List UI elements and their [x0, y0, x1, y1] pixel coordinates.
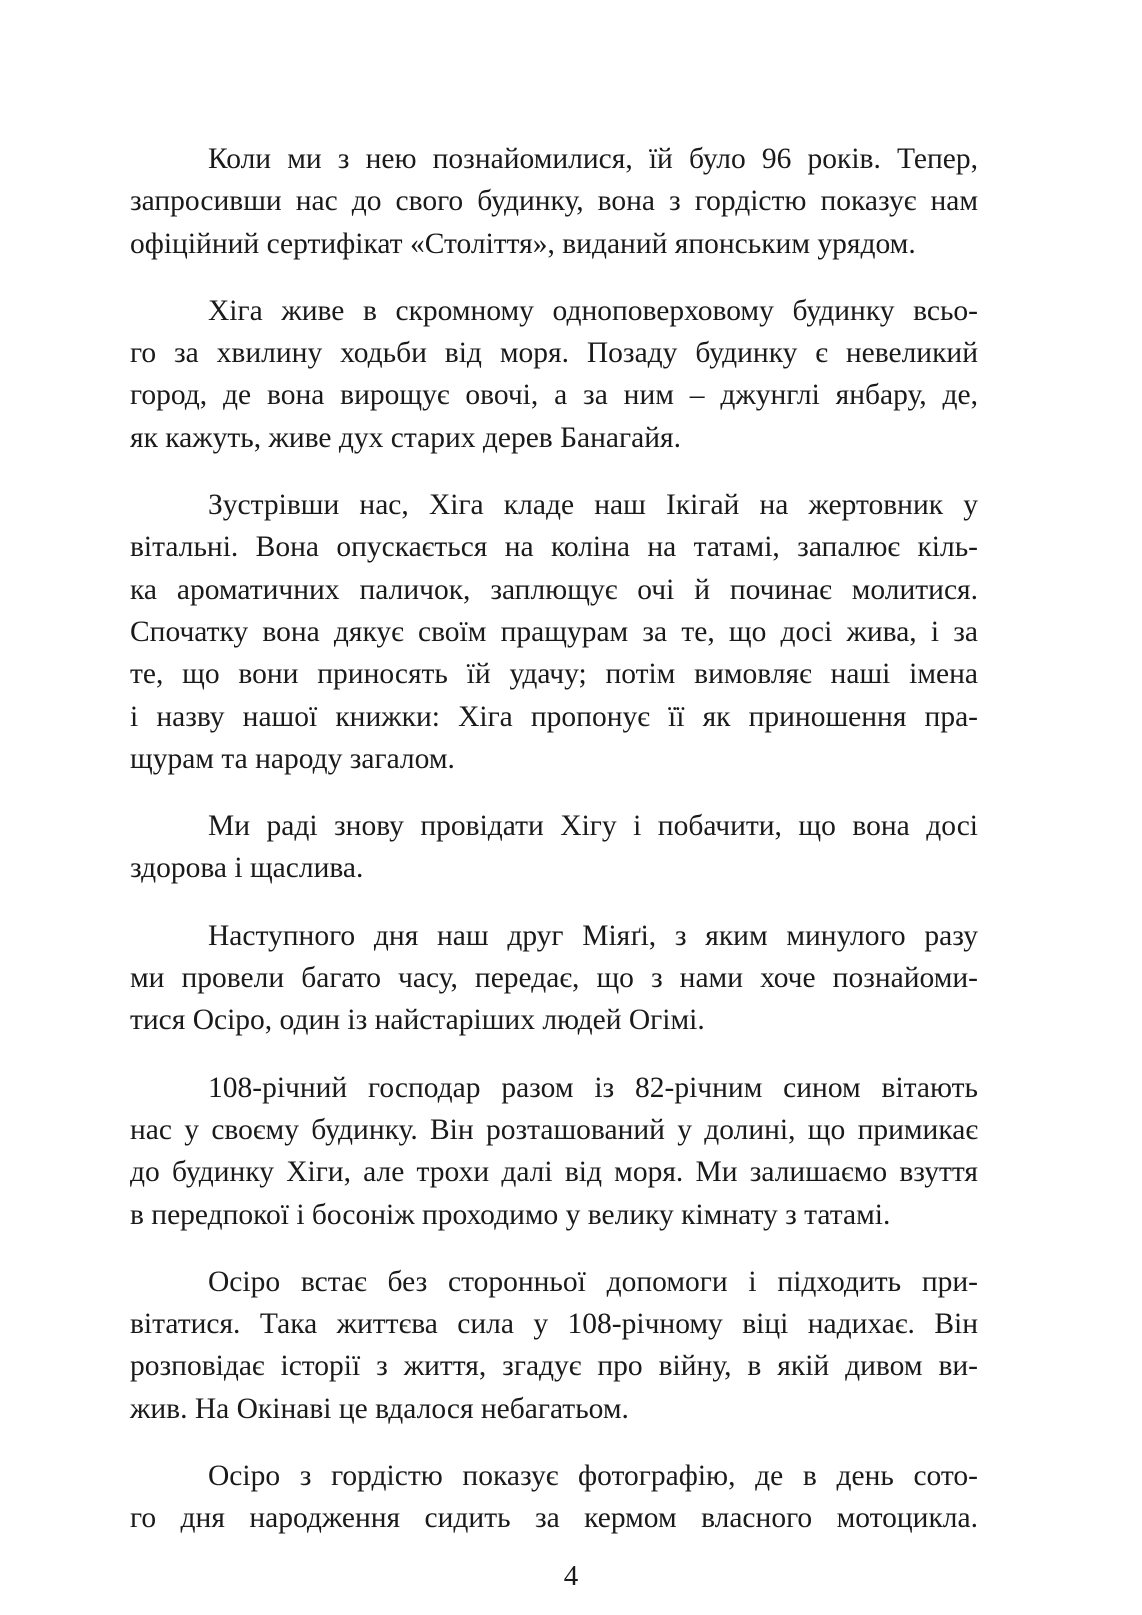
paragraph — [130, 1067, 978, 1236]
text-line: ми провели багато часу, передає, що з нами хоче познайоми- — [130, 962, 978, 995]
text-line: здорова і щаслива. — [130, 852, 364, 885]
text-line: Коли ми з нею познайомилися, їй було 96 років. Тепер, — [208, 143, 978, 175]
text-line: вітатися. Така життєва сила у 108-річному віці надихає. Він — [130, 1308, 978, 1341]
text-line: 108-річний господар разом із 82-річним сином вітають — [208, 1071, 978, 1104]
text-line: Ми раді знову провідати Хігу і побачити, що вона досі — [208, 810, 978, 843]
text-line: запросивши нас до свого будинку, вона з гордістю показує нам — [130, 185, 978, 218]
text-line: го дня народження сидить за кермом власного мотоцикла. — [130, 1502, 978, 1535]
paragraph — [130, 484, 978, 780]
text-line: Зустрівши нас, Хіга кладе наш Ікігай на жертовник у — [208, 489, 978, 522]
text-line: те, що вони приносять їй удачу; потім вимовляє наші імена — [130, 658, 978, 691]
paragraph — [130, 915, 978, 1042]
text-line: Наступного дня наш друг Міяґі, з яким минулого разу — [208, 919, 978, 952]
text-line: тися Осіро, один із найстаріших людей Огімі. — [130, 1004, 705, 1037]
text-line: як кажуть, живе дух старих дерев Банагайя. — [130, 421, 681, 454]
text-line: вітальні. Вона опускається на коліна на татамі, запалює кіль- — [130, 531, 978, 564]
paragraph — [130, 290, 978, 459]
text-line: Спочатку вона дякує своїм пращурам за те, що досі жива, і за — [130, 615, 978, 648]
paragraph — [130, 1261, 978, 1430]
text-line: ка ароматичних паличок, заплющує очі й починає молитися. — [130, 573, 978, 606]
text-line: до будинку Хіги, але трохи далі від моря. Ми залишаємо взуття — [130, 1156, 978, 1189]
text-line: Осіро з гордістю показує фотографію, де в день сото- — [208, 1460, 978, 1493]
text-line: Хіга живе в скромному одноповерховому будинку всьо- — [208, 294, 978, 327]
page-number: 4 — [563, 1560, 579, 1592]
text-line: розповідає історії з життя, згадує про війну, в якій дивом ви- — [130, 1350, 978, 1383]
text-line: жив. На Окінаві це вдалося небагатьом. — [130, 1392, 629, 1425]
text-line: офіційний сертифікат «Століття», виданий японським урядом. — [130, 227, 916, 260]
text-line: і назву нашої книжки: Хіга пропонує її як приношення пра- — [130, 700, 978, 733]
text-line: щурам та народу загалом. — [130, 742, 455, 775]
paragraph — [130, 138, 978, 265]
text-line: го за хвилину ходьби від моря. Позаду будинку є невеликий — [130, 337, 978, 370]
text-line: нас у своєму будинку. Він розташований у долині, що примикає — [130, 1113, 978, 1146]
text-line: Осіро встає без сторонньої допомоги і підходить при- — [208, 1265, 978, 1298]
paragraph — [130, 1455, 978, 1540]
paragraph — [130, 805, 978, 890]
text-line: в передпокої і босоніж проходимо у велику кімнату з татамі. — [130, 1198, 891, 1231]
page-body — [130, 138, 978, 1565]
text-line: город, де вона вирощує овочі, а за ним – джунглі янбару, де, — [130, 379, 978, 412]
